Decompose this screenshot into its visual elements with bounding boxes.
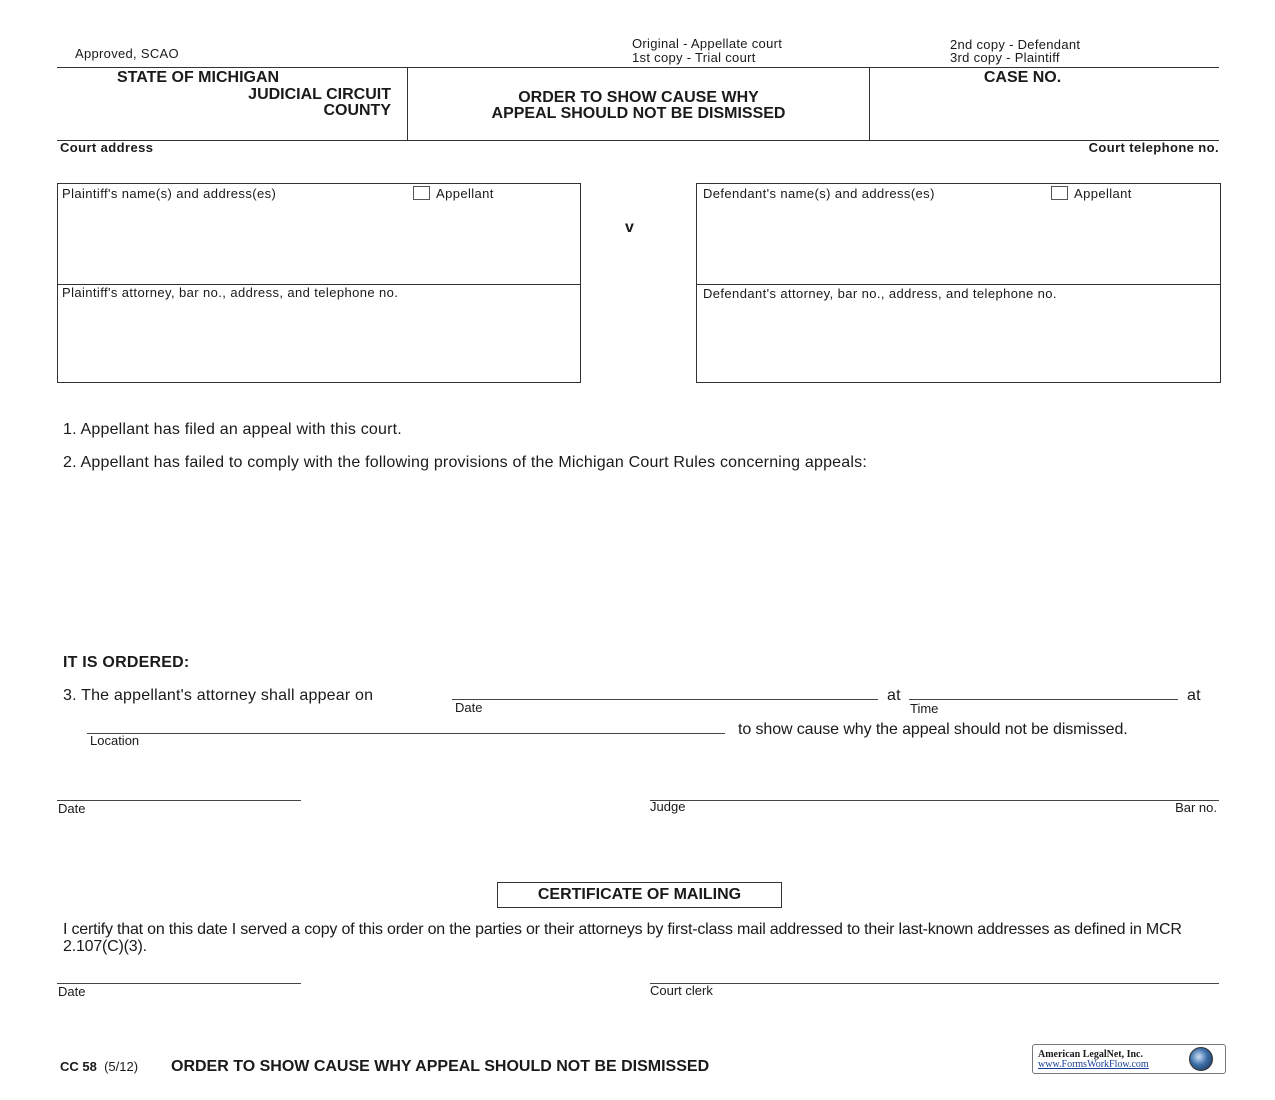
defendant-appellant-option[interactable] <box>1051 186 1132 201</box>
judge-signature-line[interactable] <box>650 800 1219 801</box>
defendant-box <box>696 183 1221 383</box>
distribution-first-copy: 1st copy - Trial court <box>632 50 756 65</box>
order-date-line[interactable] <box>57 800 301 801</box>
appearance-time-caption: Time <box>910 701 939 716</box>
court-rules-provisions-field[interactable] <box>87 480 1217 640</box>
plaintiff-name-field[interactable] <box>62 206 576 280</box>
order-item-3-text: The appellant's attorney shall appear on <box>81 687 374 704</box>
court-clerk-caption: Court clerk <box>650 983 713 998</box>
form-code: CC 58 <box>60 1059 97 1074</box>
approved-scao: Approved, SCAO <box>75 46 179 61</box>
at-label-1: at <box>887 687 901 704</box>
finding-1-text: Appellant has filed an appeal with this court. <box>80 421 402 438</box>
versus-label: v <box>625 219 634 236</box>
distribution-original: Original - Appellate court <box>632 36 783 51</box>
distribution-third-copy: 3rd copy - Plaintiff <box>950 50 1060 65</box>
plaintiff-name-label: Plaintiff's name(s) and address(es) <box>62 186 277 201</box>
defendant-name-label: Defendant's name(s) and address(es) <box>703 186 935 201</box>
order-item-3 <box>63 687 373 705</box>
defendant-box-divider <box>697 284 1220 285</box>
plaintiff-appellant-option[interactable] <box>413 186 494 201</box>
caption-bottom-rule <box>57 140 1219 141</box>
distribution-second-copy: 2nd copy - Defendant <box>950 37 1081 52</box>
court-address-label: Court address <box>60 140 154 155</box>
judge-caption: Judge <box>650 799 686 814</box>
appearance-date-line[interactable] <box>452 699 878 700</box>
defendant-name-field[interactable] <box>703 206 1215 280</box>
defendant-attorney-field[interactable] <box>703 306 1215 378</box>
certificate-text: I certify that on this date I served a copy of this order on the parties or their attorneys by first-class mail addressed to their last-known addresses as defined in MCR 2.107(C)(3). <box>63 921 1182 955</box>
plaintiff-attorney-label: Plaintiff's attorney, bar no., address, and telephone no. <box>62 285 399 300</box>
appearance-time-line[interactable] <box>909 699 1178 700</box>
plaintiff-attorney-field[interactable] <box>62 306 576 378</box>
finding-2 <box>63 454 867 472</box>
order-item-3-number: 3. <box>63 687 77 704</box>
finding-2-number: 2. <box>63 454 77 471</box>
show-cause-text: to show cause why the appeal should not be dismissed. <box>738 721 1128 738</box>
case-no-field[interactable] <box>880 92 1210 132</box>
judicial-circuit-label: JUDICIAL CIRCUIT <box>248 86 391 103</box>
form-title-line2: APPEAL SHOULD NOT BE DISMISSED <box>491 105 786 122</box>
certificate-date-caption: Date <box>58 984 86 999</box>
state-of-michigan: STATE OF MICHIGAN <box>117 69 280 86</box>
order-date-caption: Date <box>58 801 86 816</box>
defendant-appellant-label: Appellant <box>1074 186 1132 201</box>
vendor-url[interactable]: www.FormsWorkFlow.com <box>1038 1059 1149 1070</box>
vendor-badge[interactable] <box>1032 1044 1226 1074</box>
footer-form-title: ORDER TO SHOW CAUSE WHY APPEAL SHOULD NOT BE DISMISSED <box>171 1058 710 1075</box>
plaintiff-appellant-checkbox[interactable] <box>413 186 430 200</box>
form-title-line1: ORDER TO SHOW CAUSE WHY <box>518 89 759 106</box>
form-identifier <box>60 1059 138 1074</box>
finding-1 <box>63 421 402 439</box>
plaintiff-appellant-label: Appellant <box>436 186 494 201</box>
certificate-date-line[interactable] <box>57 983 301 984</box>
globe-icon <box>1189 1047 1213 1071</box>
it-is-ordered-heading: IT IS ORDERED: <box>63 654 190 671</box>
court-telephone-label: Court telephone no. <box>1088 140 1219 155</box>
appearance-location-caption: Location <box>90 733 140 748</box>
finding-2-text: Appellant has failed to comply with the following provisions of the Michigan Court Rules concerning appeals: <box>80 454 867 471</box>
certificate-heading: CERTIFICATE OF MAILING <box>497 882 782 908</box>
form-revision-date: (5/12) <box>104 1059 139 1074</box>
defendant-appellant-checkbox[interactable] <box>1051 186 1068 200</box>
appearance-date-caption: Date <box>455 700 483 715</box>
form-title <box>408 90 869 122</box>
finding-1-number: 1. <box>63 421 77 438</box>
case-no-label: CASE NO. <box>983 69 1062 86</box>
at-label-2: at <box>1187 687 1201 704</box>
appearance-location-line[interactable] <box>87 733 725 734</box>
bar-no-caption: Bar no. <box>1175 800 1217 815</box>
county-label: COUNTY <box>323 102 391 119</box>
plaintiff-box <box>57 183 581 383</box>
vendor-name: American LegalNet, Inc. <box>1038 1049 1143 1060</box>
defendant-attorney-label: Defendant's attorney, bar no., address, and telephone no. <box>703 286 1057 301</box>
caption-top-rule <box>57 67 1219 68</box>
court-clerk-signature-line[interactable] <box>650 983 1219 984</box>
